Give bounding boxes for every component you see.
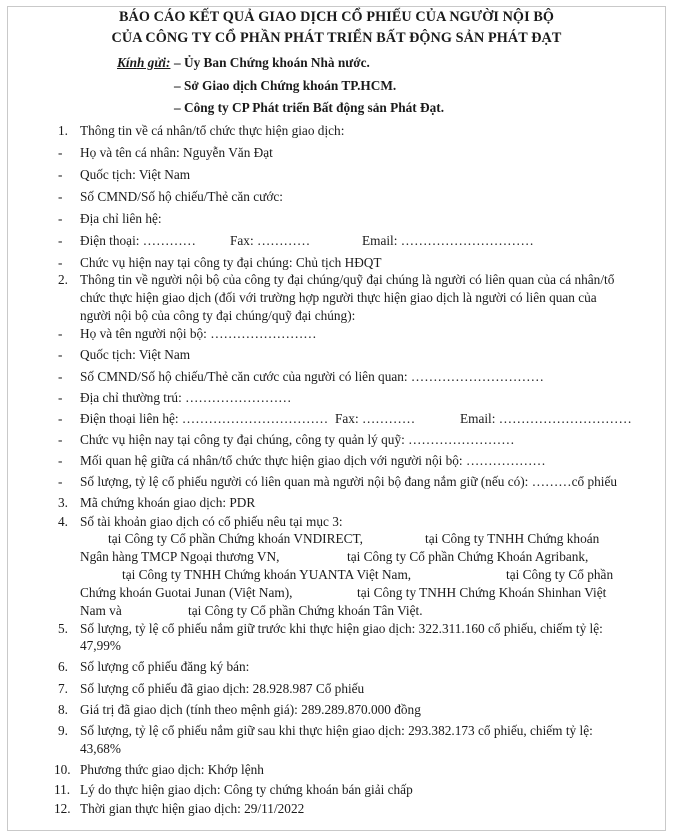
account-line-part: tại Công ty TNHH Chứng Khoán Shinhan Việt <box>357 585 607 600</box>
item-text: Điện thoại liên hệ: …………………………… <box>80 411 329 426</box>
item-marker: - <box>58 189 63 204</box>
item-marker: 9. <box>58 723 68 738</box>
account-line-part: tại Công ty Cổ phần Chứng khoán VNDIRECT, <box>108 531 363 546</box>
item-marker: 3. <box>58 495 68 510</box>
item-text: 47,99% <box>80 638 121 653</box>
recipient-item: – Công ty CP Phát triển Bất động sản Phát Đạt. <box>174 100 445 115</box>
item-text: Địa chỉ thường trú: …………………… <box>80 390 292 405</box>
item-text: Họ và tên người nội bộ: …………………… <box>80 326 317 341</box>
item-marker: - <box>58 390 63 405</box>
item-text: Số lượng, tỷ lệ cổ phiếu nắm giữ trước khi thực hiện giao dịch: 322.311.160 cổ phiếu, chiếm tỷ lệ: <box>80 621 603 636</box>
item-text: Thông tin về người nội bộ của công ty đại chúng/quỹ đại chúng là người có liên quan của cá nhân/tổ <box>80 272 615 287</box>
email-field: Email: ………………………… <box>362 233 534 248</box>
item-text: Số CMND/Số hộ chiếu/Thẻ căn cước của người có liên quan: ………………………… <box>80 369 544 384</box>
item-marker: - <box>58 326 63 341</box>
item-text: Số lượng, tỷ lệ cổ phiếu người có liên quan mà người nội bộ đang nắm giữ (nếu có): ………cổ phiếu <box>80 474 618 489</box>
item-text: Lý do thực hiện giao dịch: Công ty chứng khoán bán giải chấp <box>80 782 413 797</box>
item-text: Thông tin về cá nhân/tổ chức thực hiện giao dịch: <box>80 123 345 138</box>
item-marker: - <box>58 453 63 468</box>
item-text: Chức vụ hiện nay tại công ty đại chúng, công ty quản lý quỹ: …………………… <box>80 432 515 447</box>
item-marker: 4. <box>58 514 68 529</box>
item-marker: 5. <box>58 621 68 636</box>
recipient-item: – Sở Giao dịch Chứng khoán TP.HCM. <box>174 78 397 93</box>
item-text: Quốc tịch: Việt Nam <box>80 347 191 362</box>
item-marker: 10. <box>54 762 71 777</box>
item-text: Địa chỉ liên hệ: <box>80 211 162 226</box>
item-marker: 12. <box>54 801 71 816</box>
item-marker: - <box>58 233 63 248</box>
item-marker: - <box>58 474 63 489</box>
item-text: chức thực hiện giao dịch (đối với trường hợp người thực hiện giao dịch là người có liên quan của <box>80 290 597 305</box>
item-text: Số lượng cổ phiếu đã giao dịch: 28.928.987 Cổ phiếu <box>80 681 365 696</box>
account-line-part: Ngân hàng TMCP Ngoại thương VN, <box>80 549 280 564</box>
item-text: Thời gian thực hiện giao dịch: 29/11/2022 <box>80 801 305 816</box>
item-text: Số lượng, tỷ lệ cổ phiếu nắm giữ sau khi thực hiện giao dịch: 293.382.173 cổ phiếu, chiếm tỷ lệ: <box>80 723 593 738</box>
item-marker: - <box>58 211 63 226</box>
report-title-line-2: CỦA CÔNG TY CỔ PHẦN PHÁT TRIỂN BẤT ĐỘNG SẢN PHÁT ĐẠT <box>111 30 562 46</box>
account-line-part: tại Công ty Cổ phần <box>506 567 614 582</box>
item-marker: - <box>58 167 63 182</box>
item-marker: - <box>58 411 63 426</box>
item-text: Số CMND/Số hộ chiếu/Thẻ căn cước: <box>80 189 283 204</box>
fax-field: Fax: ………… <box>335 411 416 426</box>
item-text: Chức vụ hiện nay tại công ty đại chúng: Chủ tịch HĐQT <box>80 255 382 270</box>
item-marker: - <box>58 432 63 447</box>
item-text: 43,68% <box>80 741 121 756</box>
item-text: Số lượng cổ phiếu đăng ký bán: <box>80 659 250 674</box>
item-marker: 2. <box>58 272 68 287</box>
recipients-label: Kính gửi: <box>117 55 171 70</box>
item-text: người nội bộ của công ty đại chúng/quỹ đại chúng): <box>80 308 356 323</box>
item-text: Quốc tịch: Việt Nam <box>80 167 191 182</box>
item-marker: 6. <box>58 659 68 674</box>
item-marker: 8. <box>58 702 68 717</box>
item-text: Số tài khoản giao dịch có cổ phiếu nêu tại mục 3: <box>80 514 343 529</box>
account-line-part: tại Công ty Cổ phần Chứng Khoán Agribank, <box>347 549 589 564</box>
item-marker: - <box>58 255 63 270</box>
item-marker: - <box>58 369 63 384</box>
item-marker: 7. <box>58 681 68 696</box>
account-line-part: Chứng khoán Guotai Junan (Việt Nam), <box>80 585 293 600</box>
item-text: Giá trị đã giao dịch (tính theo mệnh giá): 289.289.870.000 đồng <box>80 702 421 717</box>
report-title-line-1: BÁO CÁO KẾT QUẢ GIAO DỊCH CỔ PHIẾU CỦA NGƯỜI NỘI BỘ <box>118 9 555 25</box>
item-marker: - <box>58 145 63 160</box>
recipient-item: – Ủy Ban Chứng khoán Nhà nước. <box>174 55 370 70</box>
item-marker: 1. <box>58 123 68 138</box>
fax-field: Fax: ………… <box>230 233 311 248</box>
item-text: Họ và tên cá nhân: Nguyễn Văn Đạt <box>80 145 273 160</box>
account-line-part: tại Công ty Cổ phần Chứng khoán Tân Việt. <box>188 603 423 618</box>
account-line-part: tại Công ty TNHH Chứng khoán <box>425 531 600 546</box>
item-marker: 11. <box>54 782 71 797</box>
account-line-part: tại Công ty TNHH Chứng khoán YUANTA Việt Nam, <box>122 567 412 582</box>
item-marker: - <box>58 347 63 362</box>
item-text: Mối quan hệ giữa cá nhân/tổ chức thực hiện giao dịch với người nội bộ: ……………… <box>80 453 546 468</box>
item-text: Phương thức giao dịch: Khớp lệnh <box>80 762 264 777</box>
account-line-part: Nam và <box>80 603 122 618</box>
email-field: Email: ………………………… <box>460 411 632 426</box>
item-text: Điện thoại: ………… <box>80 233 196 248</box>
item-text: Mã chứng khoán giao dịch: PDR <box>80 495 256 510</box>
